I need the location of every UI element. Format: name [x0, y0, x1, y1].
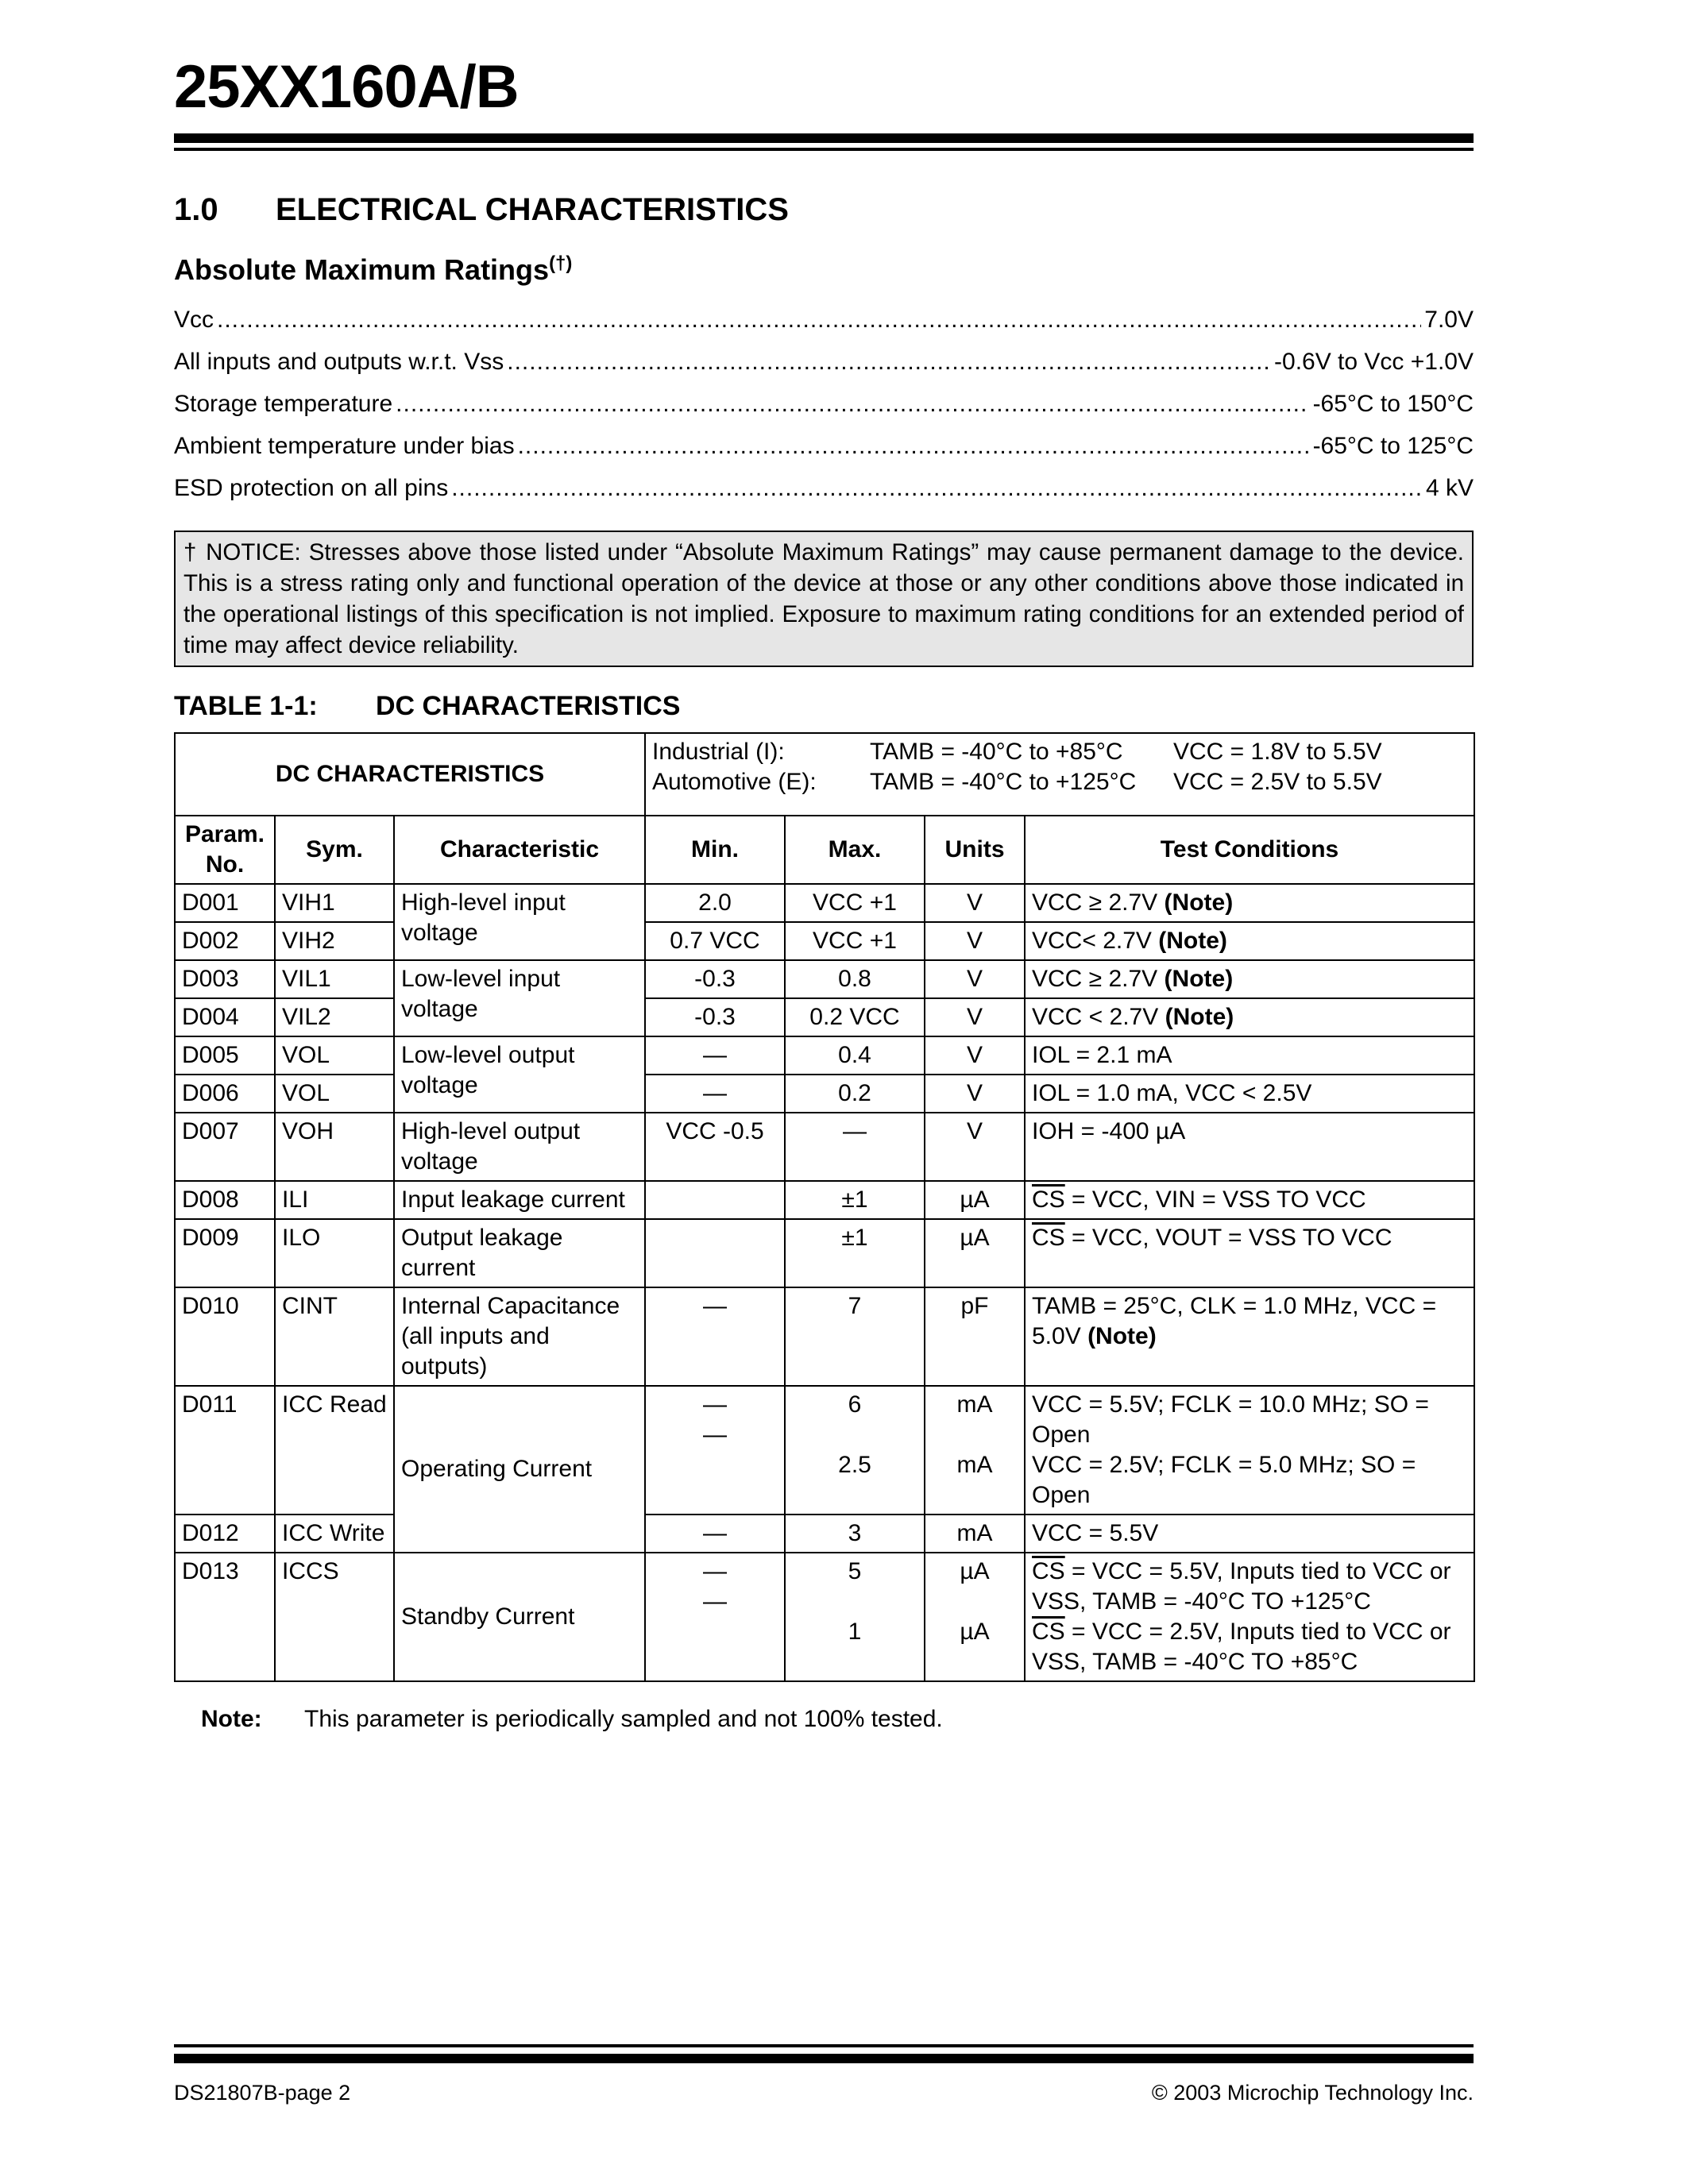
notice-prefix: † NOTICE: — [183, 539, 301, 565]
header-rule-thin — [174, 148, 1474, 151]
dc-characteristics-table — [174, 732, 1475, 1682]
section-heading: ELECTRICAL CHARACTERISTICS — [276, 192, 789, 227]
rating-label: Vcc — [174, 307, 214, 333]
note-text: This parameter is periodically sampled and not 100% tested. — [304, 1706, 943, 1732]
section-title — [174, 192, 789, 228]
rating-value: -65°C to 125°C — [1312, 433, 1474, 459]
table-row: D010 CINT Internal Capacitance (all inputs and outputs) — 7 pF TAMB = 25°C, CLK = 1.0 MHz, VCC = 5.0V (Note) — [175, 1287, 1474, 1386]
table-number: TABLE 1-1: — [174, 691, 318, 721]
footer-rule-thin — [174, 2044, 1474, 2047]
table-row: D002 VIH2 0.7 VCC VCC +1 V VCC< 2.7V (Note) — [175, 922, 1474, 960]
rating-label: Ambient temperature under bias — [174, 433, 515, 459]
leader-dots — [217, 307, 1421, 334]
table-row: D012 ICC Write — 3 mA VCC = 5.5V — [175, 1515, 1474, 1553]
rating-value: -0.6V to Vcc +1.0V — [1274, 349, 1474, 375]
note-label: Note: — [201, 1706, 262, 1732]
col-param: Param. No. — [175, 816, 275, 884]
leader-dots — [396, 391, 1309, 418]
leader-dots — [518, 433, 1310, 460]
rating-row — [174, 391, 1474, 433]
cond-vcc: VCC = 2.5V to 5.5V — [1173, 769, 1382, 795]
abs-max-title: Absolute Maximum Ratings(†) — [174, 253, 573, 286]
operating-conditions — [645, 733, 1474, 816]
footer-page-id: DS21807B-page 2 — [174, 2081, 351, 2105]
rating-label: Storage temperature — [174, 391, 393, 417]
footer-copyright: © 2003 Microchip Technology Inc. — [1151, 2081, 1474, 2105]
table-row: D001 VIH1 High-level input voltage 2.0 VCC +1 V VCC ≥ 2.7V (Note) — [175, 884, 1474, 922]
header-rule-thick — [174, 133, 1474, 143]
table-title: DC CHARACTERISTICS — [376, 691, 681, 721]
rating-label: ESD protection on all pins — [174, 475, 449, 501]
abs-max-ratings-list — [174, 307, 1474, 517]
rating-row — [174, 307, 1474, 349]
col-test: Test Conditions — [1025, 816, 1474, 884]
table-row: D006 VOL — 0.2 V IOL = 1.0 mA, VCC < 2.5V — [175, 1075, 1474, 1113]
table-column-headers — [175, 816, 1474, 884]
col-min: Min. — [645, 816, 785, 884]
cond-temp: TAMB = -40°C to +85°C — [870, 739, 1123, 765]
table-row: D013 ICCS Standby Current — — 5 1 µA µA $\overline{CS}$ = VCC = 5.5V, Inputs tied to VCC or VSS, TAMB = -40°C TO +125°C $\overline{CS}$ = VCC = 2.5V, Inputs tied to VCC or VSS, TAMB = -40°C TO +85°C — [175, 1553, 1474, 1681]
table-row: D009 ILO Output leakage current ±1 µA $\overline{CS}$ = VCC, VOUT = VSS TO VCC — [175, 1219, 1474, 1287]
rating-row — [174, 475, 1474, 517]
dagger-sup: (†) — [549, 253, 573, 274]
rating-value: 7.0V — [1424, 307, 1474, 333]
dc-characteristics-label: DC CHARACTERISTICS — [175, 733, 645, 816]
rating-value: 4 kV — [1425, 475, 1474, 501]
notice-text: Stresses above those listed under “Absolute Maximum Ratings” may cause permanent damage to the device. This is a stress rating only and functional operation of the device at those or any other conditions above those indicated in the operational listings of this specification is not implied. Exposure to maximum rating conditions for an extended period of time may affect device reliability. — [183, 539, 1465, 658]
col-max: Max. — [785, 816, 925, 884]
table-row: D008 ILI Input leakage current ±1 µA $\overline{CS}$ = VCC, VIN = VSS TO VCC — [175, 1181, 1474, 1219]
cond-range: Industrial (I): — [652, 739, 785, 765]
rating-row — [174, 349, 1474, 391]
table-note — [201, 1706, 943, 1733]
col-char: Characteristic — [394, 816, 645, 884]
table-caption — [174, 691, 680, 722]
section-number: 1.0 — [174, 192, 218, 227]
table-row: D011 ICC Read Operating Current — — 6 2.5 mA mA VCC = 5.5V; FCLK = 10.0 MHz; SO = Open VCC = 2.5V; FCLK = 5.0 MHz; SO = Open — [175, 1386, 1474, 1515]
table-row: D005 VOL Low-level output voltage — 0.4 V IOL = 2.1 mA — [175, 1036, 1474, 1075]
table-row: D007 VOH High-level output voltage VCC -0.5 — V IOH = -400 µA — [175, 1113, 1474, 1181]
col-sym: Sym. — [275, 816, 394, 884]
table-header-conditions — [175, 733, 1474, 816]
footer-rule-thick — [174, 2054, 1474, 2063]
leader-dots — [451, 475, 1423, 502]
cond-temp: TAMB = -40°C to +125°C — [870, 769, 1137, 795]
rating-value: -65°C to 150°C — [1312, 391, 1474, 417]
rating-label: All inputs and outputs w.r.t. Vss — [174, 349, 504, 375]
notice-box — [174, 531, 1474, 667]
doc-title: 25XX160A/B — [174, 53, 519, 121]
leader-dots — [507, 349, 1271, 376]
cond-vcc: VCC = 1.8V to 5.5V — [1173, 739, 1382, 765]
table-row: D003 VIL1 Low-level input voltage -0.3 0.8 V VCC ≥ 2.7V (Note) — [175, 960, 1474, 998]
table-row: D004 VIL2 -0.3 0.2 VCC V VCC < 2.7V (Note) — [175, 998, 1474, 1036]
col-units: Units — [925, 816, 1025, 884]
rating-row — [174, 433, 1474, 475]
cond-range: Automotive (E): — [652, 769, 817, 795]
